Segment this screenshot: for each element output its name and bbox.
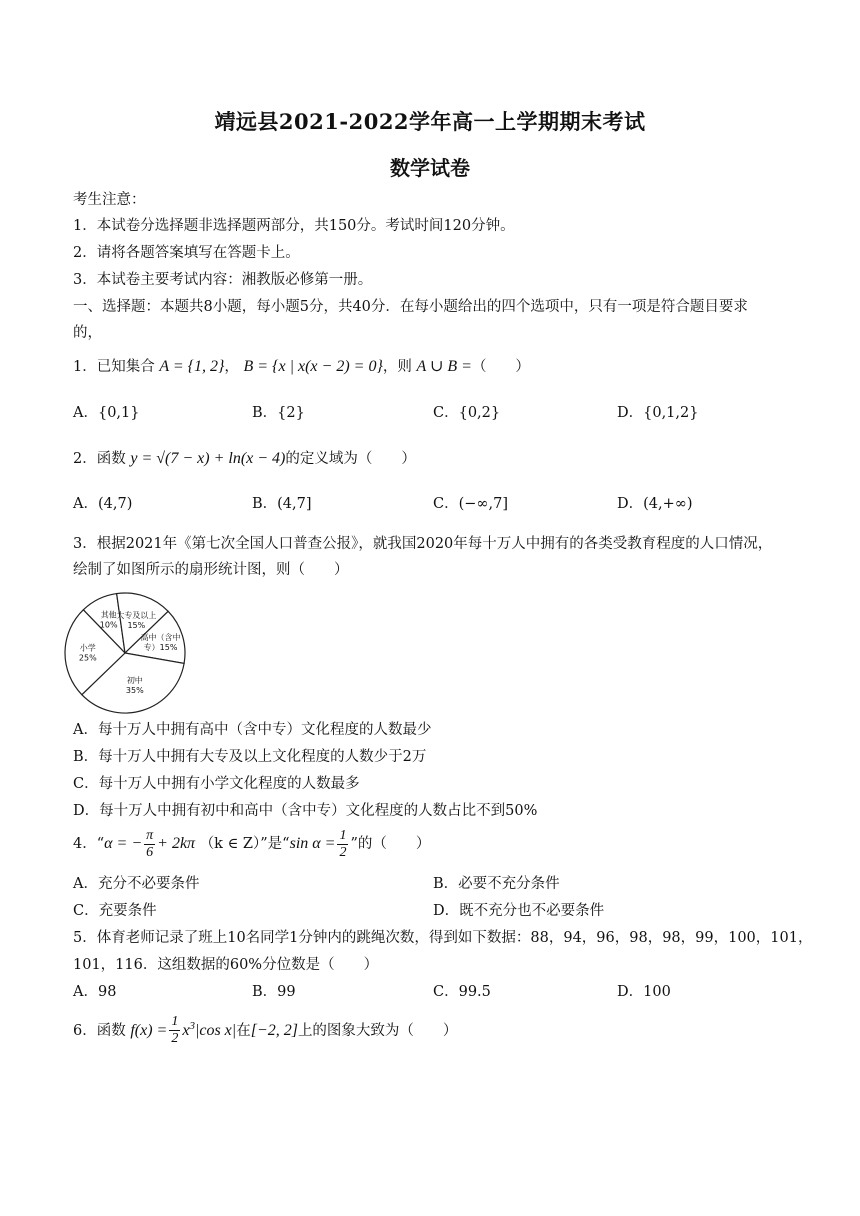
q4-fraction-1-2 xyxy=(337,828,348,861)
q2-option-d: D．(4,+∞) xyxy=(617,496,693,512)
pie-label-college-name: 大专及以上 xyxy=(116,611,157,621)
q2-function: y = √(7 − x) + ln(x − 4) xyxy=(130,450,286,467)
q6-mid: 在 xyxy=(236,1022,251,1039)
question-1: 1．已知集合 A = {1, 2}， B = {x | x(x − 2) = 0}，则 A ∪ B =（ ） xyxy=(73,358,530,375)
pie-label-middle-school-name: 初中 xyxy=(126,676,143,686)
q6-f-post: x xyxy=(182,1021,190,1039)
pie-label-middle-school-value: 35% xyxy=(125,686,144,696)
q4-option-c: C．充要条件 xyxy=(73,903,157,919)
pie-label-high-school-value: 专）15% xyxy=(143,643,178,653)
pie-label-primary-school-name: 小学 xyxy=(79,643,96,653)
q4-frac2-denominator: 2 xyxy=(339,844,347,860)
q5-option-c: C．99.5 xyxy=(433,984,491,1000)
q6-end: 上的图象大致为（ ） xyxy=(297,1022,458,1039)
pie-label-other-value: 10% xyxy=(99,620,118,630)
q1-option-b: B．{2} xyxy=(252,405,305,421)
page-subtitle: 数学试卷 xyxy=(390,156,470,180)
q4-frac1-numerator: π xyxy=(146,827,154,843)
pie-label-college-value: 15% xyxy=(127,621,146,631)
q6-number: 6．函数 xyxy=(73,1022,126,1039)
q1-set-a: A = {1, 2} xyxy=(159,358,225,375)
q6-abs-cos: |cos x| xyxy=(194,1021,237,1039)
notice-item-2: 2．请将各题答案填写在答题卡上。 xyxy=(73,245,300,261)
q6-fraction-1-2 xyxy=(169,1014,180,1047)
section-heading-line2: 的， xyxy=(73,325,102,341)
q5-option-d: D．100 xyxy=(617,984,671,1000)
q3-option-b: B．每十万人中拥有大专及以上文化程度的人数少于2万 xyxy=(73,749,427,765)
pie-chart xyxy=(60,588,190,718)
q4-alpha-post: + 2kπ xyxy=(157,835,196,852)
notice-item-1: 1．本试卷分选择题非选择题两部分，共150分。考试时间120分钟。 xyxy=(73,218,515,234)
q4-frac1-denominator: 6 xyxy=(146,844,154,860)
q1-union: A ∪ B = xyxy=(416,358,472,375)
q4-frac2-numerator: 1 xyxy=(339,827,347,843)
q4-option-b: B．必要不充分条件 xyxy=(433,876,560,892)
q2-option-b: B．(4,7] xyxy=(252,496,312,512)
q2-option-c: C．(−∞,7] xyxy=(433,496,508,512)
q5-line-1: 5．体育老师记录了班上10名同学1分钟内的跳绳次数，得到如下数据：88，94，96，98，98，99，100，101， xyxy=(73,930,813,946)
q3-line-1: 3．根据2021年《第七次全国人口普查公报》，就我国2020年每十万人中拥有的各类受教育程度的人口情况， xyxy=(73,536,773,552)
q4-end: ”的（ ） xyxy=(350,836,431,852)
q5-option-b: B．99 xyxy=(252,984,296,1000)
q3-option-c: C．每十万人中拥有小学文化程度的人数最多 xyxy=(73,776,360,792)
q6-frac-numerator: 1 xyxy=(171,1014,179,1030)
question-6 xyxy=(73,1008,457,1049)
q6-exponent: 3 xyxy=(189,1020,195,1032)
pie-label-high-school-name: 高中（含中 xyxy=(140,633,181,643)
q2-option-a: A．(4,7) xyxy=(73,496,133,512)
q4-alpha-pre: α = − xyxy=(104,835,143,852)
q3-option-d: D．每十万人中拥有初中和高中（含中专）文化程度的人数占比不到50% xyxy=(73,803,538,819)
q2-text-a: 函数 xyxy=(96,451,126,467)
question-2 xyxy=(73,449,416,469)
q2-number: 2． xyxy=(73,451,97,467)
q5-line-2: 101，116．这组数据的60%分位数是（ ） xyxy=(73,957,379,973)
q3-option-a: A．每十万人中拥有高中（含中专）文化程度的人数最少 xyxy=(73,722,432,738)
q2-text-b: 的定义域为（ ） xyxy=(285,451,416,467)
q3-line-2: 绘制了如图所示的扇形统计图，则（ ） xyxy=(73,562,349,578)
q6-frac-denominator: 2 xyxy=(171,1031,179,1047)
q4-fraction-pi-6 xyxy=(144,828,155,861)
notice-item-3: 3．本试卷主要考试内容：湘教版必修第一册。 xyxy=(73,272,373,288)
q1-option-d: D．{0,1,2} xyxy=(617,405,699,421)
section-heading-line1: 一、选择题：本题共8小题，每小题5分，共40分．在每小题给出的四个选项中，只有一项是符合题目要求 xyxy=(73,299,748,315)
notice-heading: 考生注意： xyxy=(73,192,146,208)
q4-option-a: A．充分不必要条件 xyxy=(73,876,200,892)
page-title: 靖远县2021-2022学年高一上学期期末考试 xyxy=(214,109,646,134)
q1-paren: （ ） xyxy=(471,359,530,375)
q1-text-b: ，则 xyxy=(382,359,412,375)
q1-text-a: 已知集合 xyxy=(96,359,155,375)
q1-set-b: B = {x | x(x − 2) = 0} xyxy=(243,358,383,375)
q4-condition: （k ∈ Z） xyxy=(199,836,261,852)
q6-interval: [−2, 2] xyxy=(250,1021,298,1039)
q1-number: 1． xyxy=(73,359,97,375)
q4-sin-pre: sin α = xyxy=(289,835,336,852)
q1-option-c: C．{0,2} xyxy=(433,405,501,421)
q5-option-a: A．98 xyxy=(73,984,117,1000)
q6-f-pre: f(x) = xyxy=(130,1021,168,1039)
q1-option-a: A．{0,1} xyxy=(73,405,140,421)
q4-number: 4．“ xyxy=(73,836,105,852)
pie-label-other-name: 其他 xyxy=(100,610,117,620)
question-4 xyxy=(73,826,430,862)
q4-option-d: D．既不充分也不必要条件 xyxy=(433,903,605,919)
pie-label-primary-school-value: 25% xyxy=(78,653,97,663)
q4-mid: ”是“ xyxy=(260,836,290,852)
